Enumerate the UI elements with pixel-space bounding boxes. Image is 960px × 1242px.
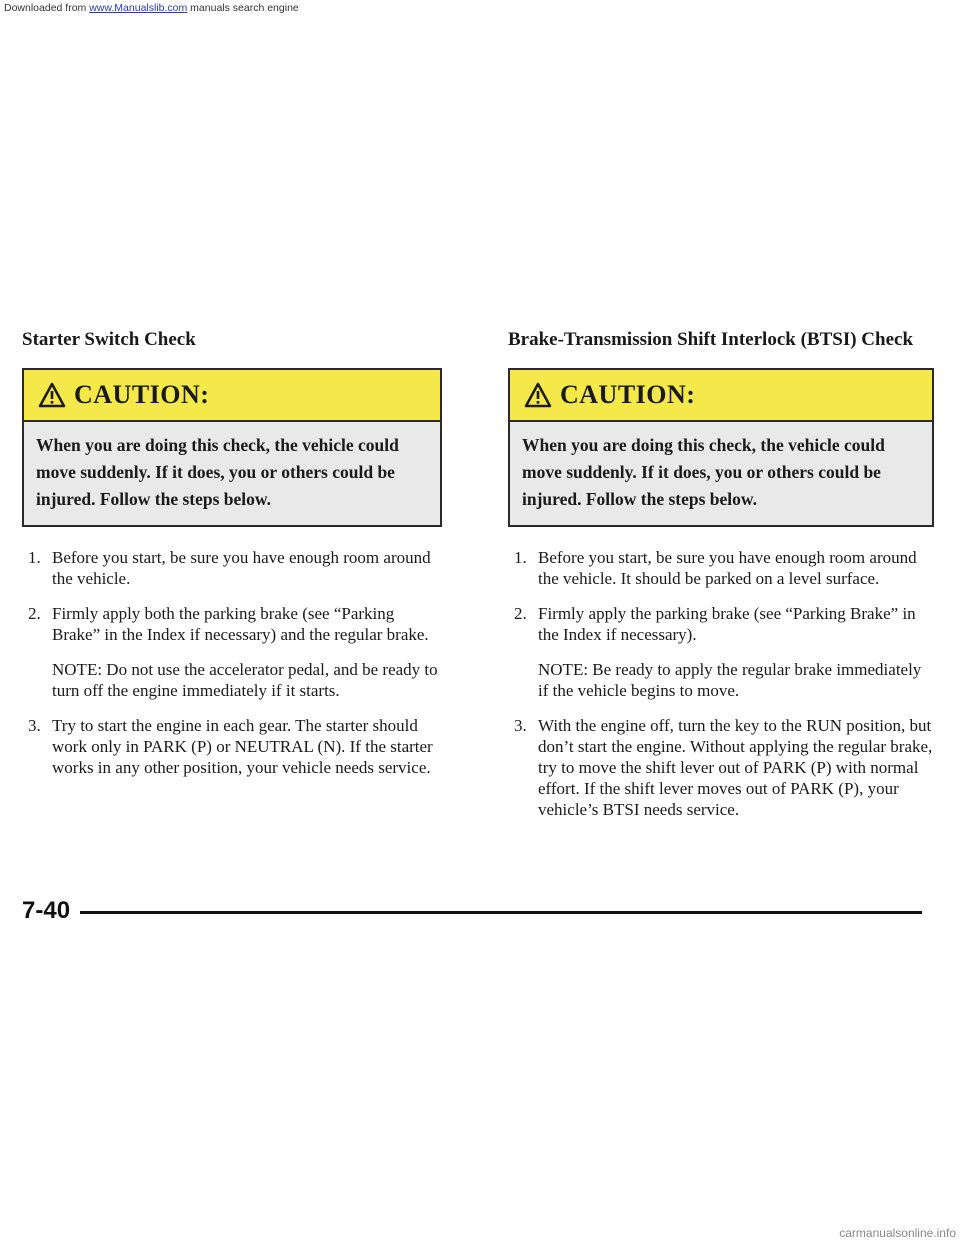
step-item: [22, 715, 442, 778]
step-number: 2.: [514, 604, 527, 623]
step-list: [508, 547, 934, 820]
step-text: Firmly apply both the parking brake (see “Parking Brake” in the Index if necessary) and the regular brake.: [52, 604, 429, 644]
step-number: 1.: [28, 548, 41, 567]
page-number: 7-40: [22, 897, 71, 924]
step-text: Try to start the engine in each gear. The starter should work only in PARK (P) or NEUTRAL (N). If the starter works in any other position, your vehicle needs service.: [52, 716, 433, 777]
step-number: 2.: [28, 604, 41, 623]
caution-header: [24, 370, 440, 422]
step-number: 3.: [514, 716, 527, 735]
page-footer: [22, 896, 922, 926]
note-text: NOTE: Do not use the accelerator pedal, and be ready to turn off the engine immediately if it starts.: [52, 660, 438, 700]
note-text: NOTE: Be ready to apply the regular brake immediately if the vehicle begins to move.: [538, 660, 922, 700]
step-item: [508, 603, 934, 645]
step-item: [508, 715, 934, 820]
caution-text: When you are doing this check, the vehicle could move suddenly. If it does, you or others could be injured. Follow the steps below.: [24, 422, 440, 525]
footer-rule: [80, 911, 922, 914]
step-number: 1.: [514, 548, 527, 567]
caution-header: [510, 370, 932, 422]
caution-label: CAUTION:: [74, 380, 210, 409]
section-title: Brake-Transmission Shift Interlock (BTSI) Check: [508, 329, 914, 350]
caution-box: [22, 368, 442, 527]
step-item: [22, 547, 442, 589]
caution-text: When you are doing this check, the vehicle could move suddenly. If it does, you or others could be injured. Follow the steps below.: [510, 422, 932, 525]
caution-label: CAUTION:: [560, 380, 696, 409]
starter-switch-section: [22, 328, 442, 792]
step-text: Firmly apply the parking brake (see “Parking Brake” in the Index if necessary).: [538, 604, 916, 644]
step-text: Before you start, be sure you have enough room around the vehicle.: [52, 548, 431, 588]
step-item: [22, 603, 442, 645]
watermark-suffix: manuals search engine: [187, 2, 299, 14]
section-title: Starter Switch Check: [22, 329, 196, 350]
warning-triangle-icon: [524, 382, 552, 408]
manualslib-link[interactable]: www.Manualslib.com: [89, 2, 188, 14]
download-watermark: [0, 0, 960, 20]
step-list: [22, 547, 442, 778]
step-text: Before you start, be sure you have enough room around the vehicle. It should be parked on a level surface.: [538, 548, 917, 588]
step-item: [508, 547, 934, 589]
step-text: With the engine off, turn the key to the RUN position, but don’t start the engine. Without applying the regular brake, try to move the shift lever out of PARK (P) with normal effort. If the shift lever moves out of PARK (P), your vehicle’s BTSI needs service.: [538, 716, 933, 819]
btsi-check-section: [508, 328, 934, 834]
step-number: 3.: [28, 716, 41, 735]
warning-triangle-icon: [38, 382, 66, 408]
caution-box: [508, 368, 934, 527]
watermark-prefix: Downloaded from: [4, 2, 90, 14]
carmanualsonline-watermark: carmanualsonline.info: [839, 1226, 956, 1240]
